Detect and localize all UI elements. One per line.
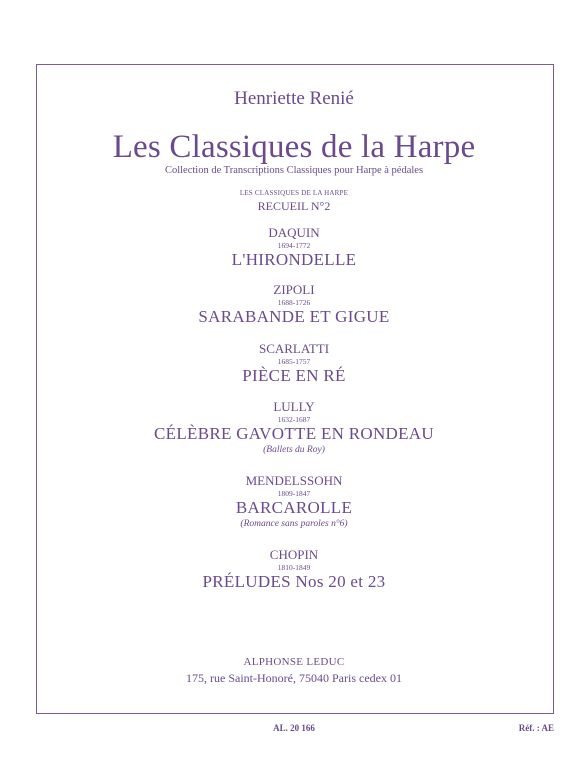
composer-dates: 1809-1847: [277, 489, 311, 498]
composer-name: MENDELSSOHN: [245, 473, 343, 488]
work-title: BARCAROLLE: [235, 498, 353, 517]
piece-entry: [0, 399, 588, 456]
work-subtitle: (Romance sans paroles n°6): [240, 519, 348, 529]
composer-dates: 1632-1687: [277, 415, 311, 424]
work-title: L'HIRONDELLE: [231, 250, 357, 269]
collection-title: Les Classiques de la Harpe: [112, 129, 476, 165]
work-title: PIÈCE EN RÉ: [242, 366, 346, 385]
catalog-number: AL. 20 166: [273, 723, 315, 733]
work-title: PRÉLUDES Nos 20 et 23: [202, 572, 386, 591]
piece-entry: [0, 282, 588, 327]
composer-dates: 1685-1757: [277, 357, 311, 366]
composer-name: CHOPIN: [269, 547, 319, 562]
work-title: CÉLÈBRE GAVOTTE EN RONDEAU: [154, 424, 434, 443]
reference-code: Réf. : AE: [518, 723, 554, 733]
volume-number: RECUEIL N°2: [257, 199, 331, 213]
piece-entry: [0, 473, 588, 530]
composer-dates: 1810-1849: [277, 563, 311, 572]
publisher-address: 175, rue Saint-Honoré, 75040 Paris cedex 01: [186, 671, 402, 685]
composer-name: ZIPOLI: [273, 282, 315, 297]
work-subtitle: (Ballets du Roy): [263, 445, 325, 455]
author-name: Henriette Renié: [234, 88, 354, 109]
piece-entry: [0, 547, 588, 592]
composer-dates: 1688-1726: [277, 298, 311, 307]
composer-name: LULLY: [273, 399, 315, 414]
composer-dates: 1694-1772: [277, 241, 311, 250]
composer-name: SCARLATTI: [258, 341, 330, 356]
work-title: SARABANDE ET GIGUE: [198, 307, 390, 326]
composer-name: DAQUIN: [268, 225, 320, 240]
series-label: LES CLASSIQUES DE LA HARPE: [239, 189, 349, 197]
piece-entry: [0, 225, 588, 270]
publisher-name: ALPHONSE LEDUC: [243, 656, 345, 668]
piece-entry: [0, 341, 588, 386]
collection-subtitle: Collection de Transcriptions Classiques pour Harpe à pédales: [164, 165, 424, 176]
